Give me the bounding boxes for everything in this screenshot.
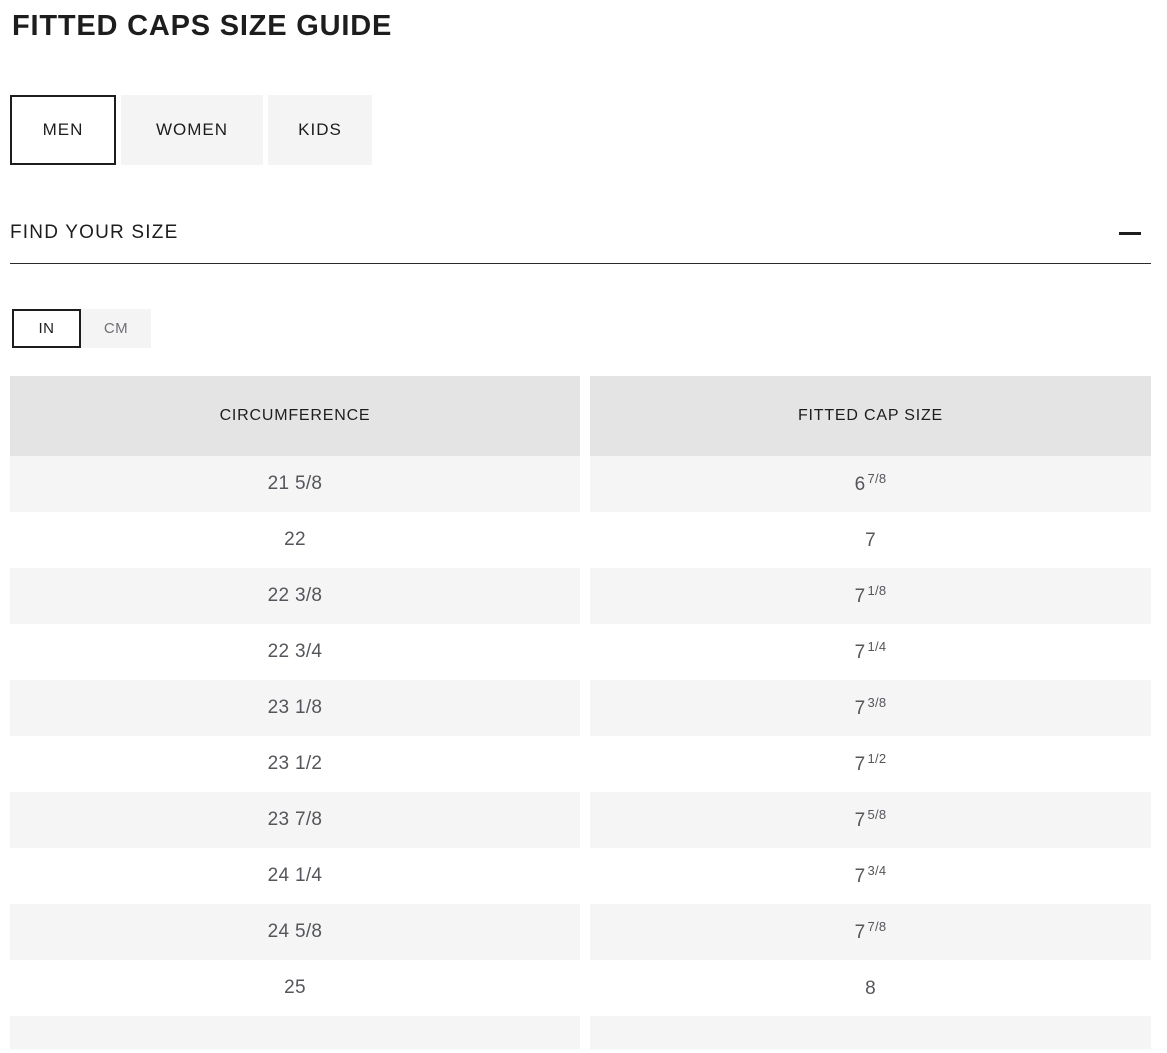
page-title: FITTED CAPS SIZE GUIDE <box>12 10 393 42</box>
circumference-cell: 24 1/4 <box>10 848 580 904</box>
table-row <box>10 568 1151 624</box>
cap-size-whole: 7 <box>865 529 876 551</box>
cap-size-cell <box>590 680 1151 736</box>
cap-size-whole: 7 <box>854 865 866 887</box>
circumference-cell: 21 5/8 <box>10 456 580 512</box>
column-gap <box>580 792 590 848</box>
table-row <box>10 792 1151 848</box>
find-your-size-header[interactable] <box>10 222 1151 244</box>
cap-size-whole: 7 <box>854 641 866 663</box>
circumference-cell: 22 3/4 <box>10 624 580 680</box>
column-gap <box>580 376 590 456</box>
gender-tabs <box>10 95 1151 165</box>
cap-size-cell <box>590 1016 1151 1049</box>
column-gap <box>580 960 590 1016</box>
column-gap <box>580 904 590 960</box>
circumference-cell: 22 <box>10 512 580 568</box>
tab-kids[interactable] <box>268 95 372 165</box>
circumference-cell: 24 5/8 <box>10 904 580 960</box>
cap-size-whole: 6 <box>854 473 866 495</box>
cap-size-fraction: 5/8 <box>867 806 887 822</box>
column-gap <box>580 512 590 568</box>
cap-size-whole: 7 <box>854 697 866 719</box>
cap-size-cell <box>590 736 1151 792</box>
section-divider <box>10 263 1151 264</box>
cap-size-whole: 8 <box>865 977 876 999</box>
cap-size-whole: 7 <box>854 585 866 607</box>
cap-size-cell <box>590 456 1151 512</box>
cap-size-cell <box>590 960 1151 1016</box>
circumference-cell: 23 1/8 <box>10 680 580 736</box>
column-gap <box>580 680 590 736</box>
tab-kids-label: KIDS <box>298 120 342 139</box>
circumference-cell: 25 <box>10 960 580 1016</box>
column-header-fitted-cap-size: FITTED CAP SIZE <box>590 376 1151 456</box>
minus-icon[interactable] <box>1119 232 1141 235</box>
cap-size-cell <box>590 512 1151 568</box>
table-row <box>10 624 1151 680</box>
column-gap <box>580 848 590 904</box>
unit-in-button[interactable] <box>12 309 81 348</box>
circumference-cell <box>10 1016 580 1049</box>
cap-size-fraction: 1/8 <box>867 582 887 598</box>
cap-size-cell <box>590 568 1151 624</box>
column-gap <box>580 1016 590 1049</box>
circumference-cell: 22 3/8 <box>10 568 580 624</box>
tab-men-label: MEN <box>42 120 84 139</box>
tab-women-label: WOMEN <box>155 120 229 139</box>
cap-size-cell <box>590 904 1151 960</box>
tab-men[interactable] <box>10 95 116 165</box>
cap-size-fraction: 7/8 <box>867 918 887 934</box>
column-gap <box>580 624 590 680</box>
size-table <box>10 376 1151 1049</box>
table-row <box>10 848 1151 904</box>
cap-size-fraction: 3/4 <box>867 862 887 878</box>
unit-toggle <box>12 309 1151 348</box>
tab-women[interactable] <box>121 95 263 165</box>
unit-cm-label: CM <box>103 320 129 337</box>
cap-size-fraction: 1/4 <box>867 638 887 654</box>
table-header-row <box>10 376 1151 456</box>
cap-size-cell <box>590 792 1151 848</box>
circumference-cell: 23 7/8 <box>10 792 580 848</box>
size-guide-page <box>0 10 1167 1049</box>
cap-size-cell <box>590 624 1151 680</box>
table-row <box>10 512 1151 568</box>
cap-size-cell <box>590 848 1151 904</box>
cap-size-whole: 7 <box>854 753 866 775</box>
cap-size-fraction: 3/8 <box>867 694 887 710</box>
find-your-size-title: FIND YOUR SIZE <box>10 222 179 243</box>
unit-in-label: IN <box>38 320 55 337</box>
cap-size-whole: 7 <box>854 809 866 831</box>
table-body <box>10 456 1151 1016</box>
column-gap <box>580 736 590 792</box>
column-header-circumference: CIRCUMFERENCE <box>10 376 580 456</box>
column-gap <box>580 456 590 512</box>
cap-size-fraction: 1/2 <box>867 750 887 766</box>
table-row <box>10 456 1151 512</box>
table-row <box>10 960 1151 1016</box>
circumference-cell: 23 1/2 <box>10 736 580 792</box>
unit-cm-button[interactable] <box>81 309 151 348</box>
table-row <box>10 680 1151 736</box>
column-gap <box>580 568 590 624</box>
table-row <box>10 736 1151 792</box>
table-row-partial <box>10 1016 1151 1049</box>
cap-size-fraction: 7/8 <box>867 470 887 486</box>
cap-size-whole: 7 <box>854 921 866 943</box>
table-row <box>10 904 1151 960</box>
